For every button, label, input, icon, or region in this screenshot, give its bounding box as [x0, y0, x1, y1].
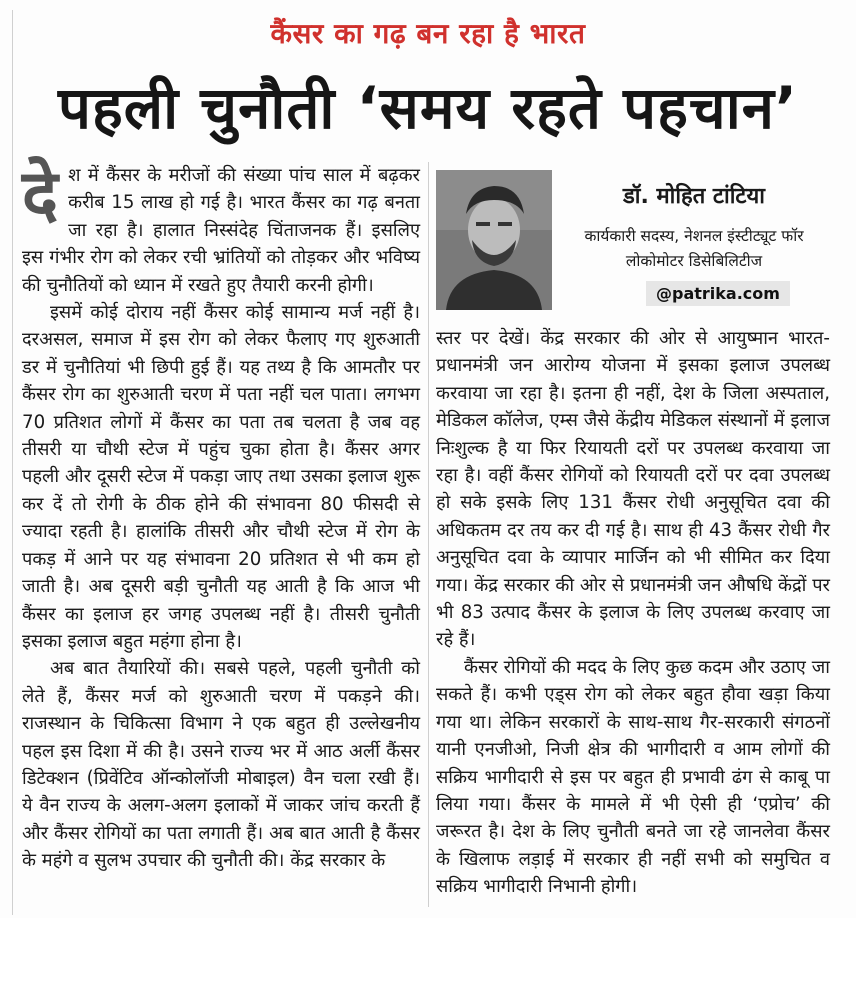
kicker: कैंसर का गढ़ बन रहा है भारत	[270, 17, 586, 50]
article-column-right	[436, 325, 830, 901]
dropcap: दे	[22, 156, 59, 235]
left-margin-rule	[12, 10, 13, 915]
paragraph-1-text: श में कैंसर के मरीजों की संख्या पांच साल में बढ़कर करीब 15 लाख हो गई है। भारत कैंसर का गढ़ बनता जा रहा है। हालात निस्संदेह चिंताजनक हैं। इसलिए इस गंभीर रोग को लेकर रची भ्रांतियों को तोड़कर और भविष्य की चुनौतियों को ध्यान में रखते हुए तैयारी करनी होगी।	[22, 165, 420, 296]
author-photo	[436, 170, 552, 310]
column-divider	[428, 162, 429, 907]
headline: पहली चुनौती ‘समय रहते पहचान’	[58, 74, 798, 142]
paragraph-1	[22, 156, 420, 299]
paragraph-5: कैंसर रोगियों की मदद के लिए कुछ कदम और उठाए जा सकते हैं। कभी एड्स रोग को लेकर बहुत हौवा खड़ा किया गया था। लेकिन सरकारों के साथ-साथ गैर-सरकारी संगठनों यानी एनजीओ, निजी क्षेत्र की भागीदारी व आम लोगों की सक्रिय भागीदारी से इस पर बहुत ही प्रभावी ढंग से काबू पा लिया गया। कैंसर के मामले में भी ऐसी ही ‘एप्रोच’ की जरूरत है। देश के लिए चुनौती बनते जा रहे जानलेवा कैंसर के खिलाफ लड़ाई में सरकार ही नहीं सभी को समुचित व सक्रिय भागीदारी निभानी होगी।	[436, 656, 830, 898]
paragraph-3: अब बात तैयारियों की। सबसे पहले, पहली चुनौती को लेते हैं, कैंसर मर्ज को शुरुआती चरण में पकड़ने की। राजस्थान के चिकित्सा विभाग ने एक बहुत ही उल्लेखनीय पहल इस दिशा में की है। उसने राज्य भर में आठ अर्ली कैंसर डिटेक्शन (प्रिवेंटिव ऑन्कोलॉजी मोबाइल) वैन चला रखी हैं। ये वैन राज्य के अलग-अलग इलाकों में जाकर जांच करती हैं और कैंसर रोगियों का पता लगाती हैं। अब बात आती है कैंसर के महंगे व सुलभ उपचार की चुनौती की। केंद्र सरकार के	[22, 658, 420, 872]
author-name: डॉ. मोहित टांटिया	[623, 184, 765, 209]
bottom-blank	[0, 918, 856, 994]
article-column-left	[22, 156, 420, 875]
paragraph-4: स्तर पर देखें। केंद्र सरकार की ओर से आयुष्मान भारत-प्रधानमंत्री जन आरोग्य योजना में इसका इलाज उपलब्ध करवाया जा रहा है। इतना ही नहीं, देश के जिला अस्पताल, मेडिकल कॉलेज, एम्स जैसे केंद्रीय मेडिकल संस्थानों में इलाज निःशुल्क है या फिर रियायती दरों पर उपलब्ध करवाया जा रहा है। वहीं कैंसर रोगियों को रियायती दरों पर दवा उपलब्ध हो सके इसके लिए 131 कैंसर रोधी अनुसूचित दवा की अधिकतम दर तय कर दी गई है। साथ ही 43 कैंसर रोधी गैर अनुसूचित दवा के व्यापार मार्जिन को भी सीमित कर दिया गया। केंद्र सरकार की ओर से प्रधानमंत्री जन औषधि केंद्रों पर भी 83 उत्पाद कैंसर के इलाज के लिए उपलब्ध करवाए जा रहे हैं।	[436, 328, 830, 651]
patrika-handle: @patrika.com	[646, 281, 790, 306]
author-box	[436, 170, 830, 310]
paragraph-2: इसमें कोई दोराय नहीं कैंसर कोई सामान्य मर्ज नहीं है। दरअसल, समाज में इस रोग को लेकर फैलाए गए शुरुआती डर में चुनौतियां भी छिपी हुई हैं। यह तथ्य है कि आमतौर पर कैंसर रोग का शुरुआती चरण में पता नहीं चल पाता। लगभग 70 प्रतिशत लोगों में कैंसर का पता तब चलता है जब वह तीसरी या चौथी स्टेज में पहुंच चुका होता है। कैंसर अगर पहली और दूसरी स्टेज में पकड़ा जाए तथा उसका इलाज शुरू कर दें तो रोगी के ठीक होने की संभावना 80 फीसदी से ज्यादा रहती है। हालांकि तीसरी और चौथी स्टेज में रोग के पकड़ में आने पर यह संभावना 20 प्रतिशत से भी कम हो जाती है। अब दूसरी बड़ी चुनौती यह आती है कि आज भी कैंसर का इलाज हर जगह उपलब्ध नहीं है। तीसरी चुनौती इसका इलाज बहुत महंगा होना है।	[22, 302, 420, 652]
author-role: कार्यकारी सदस्य, नेशनल इंस्टीट्यूट फॉर लोकोमोटर डिसेबिलिटीज	[584, 227, 804, 270]
author-photo-icon	[436, 170, 552, 310]
